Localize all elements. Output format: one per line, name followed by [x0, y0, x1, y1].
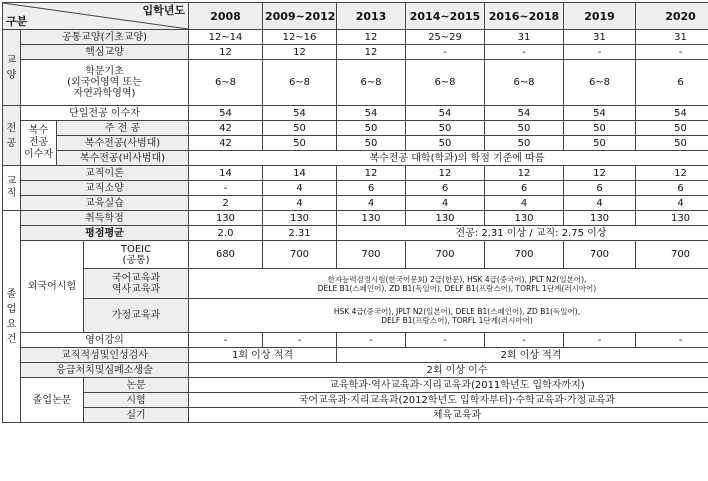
year-header: 2020	[636, 3, 708, 30]
row-label-toeic: TOEIC (공통)	[84, 241, 189, 269]
cell-value: 6~8	[564, 60, 636, 106]
row-label-teaching-theory: 교직이론	[21, 166, 189, 181]
cell-value: 6~8	[189, 60, 263, 106]
cell-value: 14	[189, 166, 263, 181]
row-label-primary-major: 주 전 공	[57, 121, 189, 136]
cell-value: 50	[564, 136, 636, 151]
table-row	[3, 106, 708, 121]
header-admission-year-label: 입학년도	[142, 4, 185, 17]
cell-value: 2.31	[263, 226, 337, 241]
year-header: 2019	[564, 3, 636, 30]
cell-value: 130	[189, 211, 263, 226]
cell-value: 12~14	[189, 30, 263, 45]
row-label-aptitude-test: 교직적성및인성검사	[21, 348, 189, 363]
cell-value: 4	[406, 196, 485, 211]
table-row	[3, 378, 708, 393]
cell-value: 700	[564, 241, 636, 269]
cell-value: -	[189, 181, 263, 196]
cell-value: 130	[564, 211, 636, 226]
cell-value: 12	[485, 166, 564, 181]
cell-value: 680	[189, 241, 263, 269]
row-label-gpa: 평점평균	[21, 226, 189, 241]
row-label-foreign-language-test: 외국어시험	[21, 241, 84, 333]
header-row	[3, 3, 708, 30]
table-row	[3, 151, 708, 166]
cell-value: 12	[263, 45, 337, 60]
table-row	[3, 196, 708, 211]
cell-value: -	[337, 333, 406, 348]
cell-value: 130	[337, 211, 406, 226]
cell-value: 25~29	[406, 30, 485, 45]
cell-value: -	[406, 333, 485, 348]
cell-value: 54	[564, 106, 636, 121]
table-row	[3, 269, 708, 299]
row-label-double-major-edu: 복수전공(사범대)	[57, 136, 189, 151]
cell-value: 50	[337, 121, 406, 136]
practical-type-departments: 체육교육과	[189, 408, 708, 423]
table-row	[3, 60, 708, 106]
row-label-academic-basics: 학문기초 (외국어영역 또는 자연과학영역)	[21, 60, 189, 106]
cell-value: -	[636, 45, 708, 60]
cell-value: 54	[406, 106, 485, 121]
cell-value: 700	[485, 241, 564, 269]
cell-value: 6~8	[406, 60, 485, 106]
table-row	[3, 211, 708, 226]
cell-value: 6	[406, 181, 485, 196]
row-label-thesis-type: 논문	[84, 378, 189, 393]
cell-value: 130	[263, 211, 337, 226]
header-corner-cell	[3, 3, 189, 30]
year-header: 2009~2012	[263, 3, 337, 30]
year-header: 2013	[337, 3, 406, 30]
row-label-home-economics-edu: 가정교육과	[84, 299, 189, 333]
cell-value: 130	[406, 211, 485, 226]
group-major-label: 전공	[3, 106, 21, 166]
cell-value: 12~16	[263, 30, 337, 45]
cell-value: 6	[337, 181, 406, 196]
group-graduation-label: 졸업요건	[3, 211, 21, 423]
cell-value: 50	[636, 136, 708, 151]
cell-value: 31	[485, 30, 564, 45]
cell-value: -	[406, 45, 485, 60]
cell-value: 12	[189, 45, 263, 60]
cell-value: 12	[337, 30, 406, 45]
cell-value: -	[485, 45, 564, 60]
year-header: 2008	[189, 3, 263, 30]
exam-type-departments: 국어교육과·지리교육과(2012학년도 입학자부터)·수학교육과·가정교육과	[189, 393, 708, 408]
cell-value: 50	[564, 121, 636, 136]
table-row	[3, 299, 708, 333]
cell-value: 50	[406, 136, 485, 151]
row-label-single-major: 단일전공 이수자	[21, 106, 189, 121]
cell-value: 12	[337, 45, 406, 60]
cpr-requirement: 2회 이상 이수	[189, 363, 708, 378]
cell-value: -	[485, 333, 564, 348]
cell-value: 4	[263, 196, 337, 211]
table-row	[3, 333, 708, 348]
cell-value: 700	[406, 241, 485, 269]
cell-value: 4	[636, 196, 708, 211]
row-label-teaching-literacy: 교직소양	[21, 181, 189, 196]
home-economics-language-tests: HSK 4급(중국어), JPLT N2(일본어), DELE B1(스페인어), ZD B1(독일어), DELF B1(프랑스어), TORFL 1단계(러시아어)	[189, 299, 708, 333]
table-row	[3, 121, 708, 136]
cell-value: -	[189, 333, 263, 348]
year-header: 2014~2015	[406, 3, 485, 30]
group-teaching-label: 교직	[3, 166, 21, 211]
year-header: 2016~2018	[485, 3, 564, 30]
cell-value: 14	[263, 166, 337, 181]
cell-value: 31	[564, 30, 636, 45]
table-row	[3, 136, 708, 151]
cell-value: 2	[189, 196, 263, 211]
curriculum-requirements-table	[2, 2, 708, 423]
cell-value: 54	[189, 106, 263, 121]
cell-value: 130	[485, 211, 564, 226]
cell-value: 50	[485, 121, 564, 136]
header-category-label: 구분	[6, 15, 28, 28]
cell-value: 4	[485, 196, 564, 211]
cell-value: -	[636, 333, 708, 348]
row-label-graduation-thesis: 졸업논문	[21, 378, 84, 423]
cell-value: 4	[337, 196, 406, 211]
cell-value: 6	[485, 181, 564, 196]
table-row	[3, 408, 708, 423]
cell-value: 54	[485, 106, 564, 121]
table-row	[3, 45, 708, 60]
cell-value: 4	[263, 181, 337, 196]
table-row	[3, 348, 708, 363]
cell-value: 2.0	[189, 226, 263, 241]
row-label-teaching-practice: 교육실습	[21, 196, 189, 211]
cell-value: 50	[337, 136, 406, 151]
cell-value: 6~8	[485, 60, 564, 106]
row-label-practical-type: 실기	[84, 408, 189, 423]
cell-value: 54	[636, 106, 708, 121]
thesis-type-departments: 교육학과·역사교육과·지리교육과(2011학년도 입학자까지)	[189, 378, 708, 393]
row-label-cpr-training: 응급처치및심폐소생술	[21, 363, 189, 378]
aptitude-requirement-later: 2회 이상 적격	[337, 348, 708, 363]
row-label-double-major-group: 복수 전공 이수자	[21, 121, 57, 166]
gpa-requirement-note: 전공: 2.31 이상 / 교직: 2.75 이상	[337, 226, 708, 241]
table-row	[3, 241, 708, 269]
aptitude-requirement-early: 1회 이상 적격	[189, 348, 337, 363]
row-label-double-major-non-edu: 복수전공(비사범대)	[57, 151, 189, 166]
table-row	[3, 30, 708, 45]
cell-value: 31	[636, 30, 708, 45]
row-label-english-lecture: 영어강의	[21, 333, 189, 348]
cell-value: 50	[263, 121, 337, 136]
cell-value: 12	[406, 166, 485, 181]
table-row	[3, 181, 708, 196]
cell-value: 54	[263, 106, 337, 121]
cell-value: 50	[406, 121, 485, 136]
cell-value: 130	[636, 211, 708, 226]
cell-value: 50	[485, 136, 564, 151]
cell-value: -	[263, 333, 337, 348]
row-label-common-liberal: 공통교양(기초교양)	[21, 30, 189, 45]
cell-value: 6	[564, 181, 636, 196]
row-label-credits: 취득학점	[21, 211, 189, 226]
row-label-core-liberal: 핵심교양	[21, 45, 189, 60]
cell-value: 42	[189, 121, 263, 136]
table-row	[3, 363, 708, 378]
double-major-non-edu-note: 복수전공 대학(학과)의 학점 기준에 따름	[189, 151, 708, 166]
cell-value: -	[564, 333, 636, 348]
table-row	[3, 166, 708, 181]
table-row	[3, 226, 708, 241]
cell-value: 12	[636, 166, 708, 181]
cell-value: 50	[263, 136, 337, 151]
cell-value: 6	[636, 60, 708, 106]
cell-value: 4	[564, 196, 636, 211]
cell-value: 50	[636, 121, 708, 136]
row-label-korean-history-edu: 국어교육과 역사교육과	[84, 269, 189, 299]
group-liberal-label: 교양	[3, 30, 21, 106]
cell-value: 54	[337, 106, 406, 121]
cell-value: 6~8	[337, 60, 406, 106]
cell-value: 700	[636, 241, 708, 269]
table-row	[3, 393, 708, 408]
korean-history-language-tests: 한자능력검정시험(한국어문회) 2급(한문), HSK 4급(중국어), JPLT N2(일본어), DELE B1(스페인어), ZD B1(독일어), DELF B1(프랑스어), TORFL 1단계(러시아어)	[189, 269, 708, 299]
cell-value: 12	[564, 166, 636, 181]
cell-value: 6	[636, 181, 708, 196]
cell-value: 700	[263, 241, 337, 269]
cell-value: -	[564, 45, 636, 60]
cell-value: 42	[189, 136, 263, 151]
cell-value: 6~8	[263, 60, 337, 106]
cell-value: 700	[337, 241, 406, 269]
row-label-exam-type: 시험	[84, 393, 189, 408]
cell-value: 12	[337, 166, 406, 181]
